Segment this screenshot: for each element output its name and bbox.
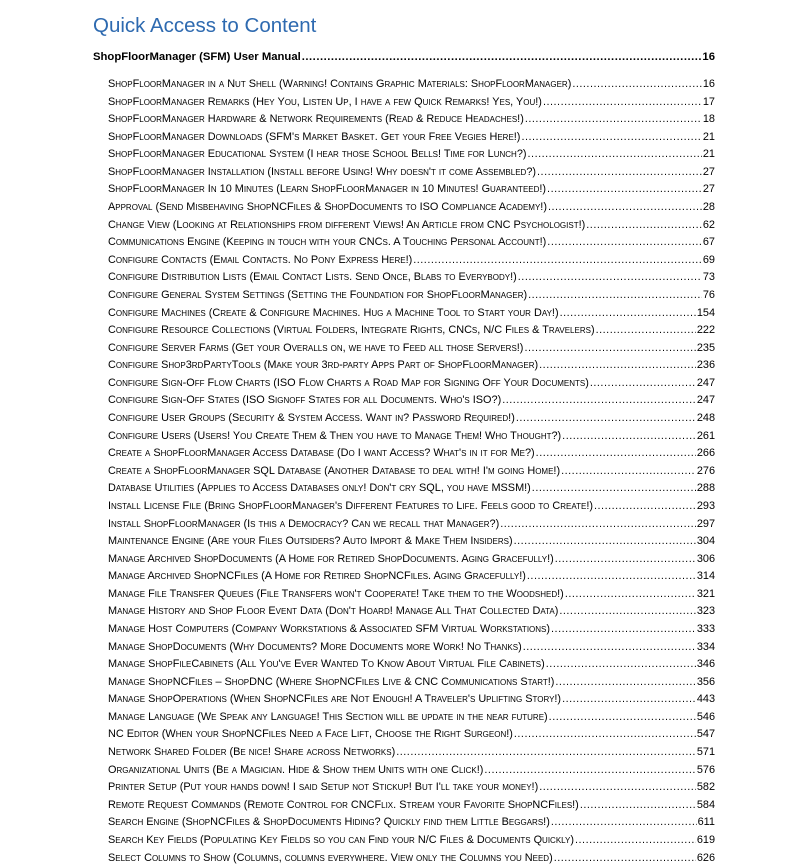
toc-entry[interactable] [108,781,715,793]
toc-entry-title: ShopFloorManager Remarks (Hey You, Listen Up, I have a few Quick Remarks! Yes, You!) [108,95,542,108]
toc-entry-title: Network Shared Folder (Be nice! Share across Networks) [108,746,396,759]
toc-entry[interactable] [108,201,715,213]
toc-entry[interactable] [108,447,715,459]
toc-entry[interactable] [108,553,715,565]
toc-entry[interactable] [108,658,715,670]
toc-entry[interactable] [108,518,715,530]
toc-leader-dots [537,166,702,178]
toc-entry[interactable] [108,96,715,108]
toc-entry[interactable] [108,605,715,617]
toc-page-number: 235 [696,341,715,354]
toc-entry[interactable] [108,148,715,160]
toc-entry[interactable] [108,482,715,494]
toc-leader-dots [572,78,702,90]
toc-entry-title: Configure User Groups (Security & System Access. Want in? Password Required!) [108,412,515,425]
toc-page-number: 69 [702,253,715,266]
toc-leader-dots [500,518,696,530]
toc-page-number: 247 [696,394,715,407]
toc-entry-title: Create a ShopFloorManager Access Database (Do I want Access? What's in it for Me?) [108,447,535,460]
toc-leader-dots [413,254,702,266]
toc-page-number: 346 [696,658,715,671]
toc-page-number: 16 [702,78,715,90]
toc-leader-dots [547,236,702,248]
toc-entry-title: Approval (Send Misbehaving ShopNCFiles & ShopDocuments to ISO Compliance Academy!) [108,201,547,214]
toc-entry-title: Search Key Fields (Populating Key Fields so you can Find your N/C Files & Documents Quickly) [108,833,574,846]
toc-leader-dots [523,641,696,653]
toc-entry-title: Search Engine (ShopNCFiles & ShopDocuments Hiding? Quickly find them Little Beggars!) [108,816,550,829]
toc-entry-main[interactable] [93,51,715,63]
toc-leader-dots [539,359,696,371]
toc-entry[interactable] [108,377,715,389]
toc-entry[interactable] [108,166,715,178]
toc-leader-dots [547,183,702,195]
toc-entry-title: Manage Language (We Speak any Language! This Section will be update in the near future) [108,710,548,723]
toc-entry[interactable] [108,342,715,354]
toc-entry-title: Change View (Looking at Relationships from different Views! An Article from CNC Psychologist!) [108,218,586,231]
toc-page-number: 276 [696,464,715,477]
toc-page-number: 288 [696,482,715,495]
toc-entry[interactable] [108,852,715,864]
toc-entry[interactable] [108,359,715,371]
toc-entry[interactable] [108,500,715,512]
toc-entry-title: Create a ShopFloorManager SQL Database (Another Database to deal with! I'm going Home!) [108,464,561,477]
toc-page-number: 333 [696,622,715,635]
toc-leader-dots [555,676,695,688]
toc-entry[interactable] [108,430,715,442]
toc-entry-title: ShopFloorManager in a Nut Shell (Warning! Contains Graphic Materials: ShopFloorManager) [108,78,572,90]
toc-entry[interactable] [108,307,715,319]
toc-entry-title: Maintenance Engine (Are your Files Outsiders? Auto Import & Make Them Insiders) [108,535,513,548]
toc-entry[interactable] [108,623,715,635]
toc-leader-dots [559,605,695,617]
toc-page-number: 16 [702,51,715,63]
toc-page-number: 356 [696,675,715,688]
toc-entry[interactable] [108,764,715,776]
toc-entry-title: Manage ShopNCFiles – ShopDNC (Where ShopNCFiles Live & CNC Communications Start!) [108,675,555,688]
toc-page-number: 321 [696,587,715,600]
toc-page-number: 547 [696,728,715,741]
toc-leader-dots [302,51,702,63]
toc-leader-dots [521,131,701,143]
toc-entry-title: Select Columns to Show (Columns, columns everywhere. View only the Columns you Need) [108,851,553,864]
toc-entry[interactable] [108,271,715,283]
toc-page-number: 584 [696,798,715,811]
toc-entry[interactable] [108,113,715,125]
toc-entry-title: ShopFloorManager In 10 Minutes (Learn ShopFloorManager in 10 Minutes! Guaranteed!) [108,183,547,196]
toc-entry-title: Communications Engine (Keeping in touch with your CNCs. A Touching Personal Account!) [108,236,547,249]
toc-entry[interactable] [108,588,715,600]
toc-leader-dots [562,430,696,442]
toc-leader-dots [396,746,696,758]
toc-entry[interactable] [108,746,715,758]
toc-page-number: 611 [697,816,715,829]
toc-page-number: 18 [702,113,715,126]
toc-entry-title: Manage History and Shop Floor Event Data (Don't Hoard! Manage All That Collected Data) [108,605,559,618]
toc-entry-title: Configure Distribution Lists (Email Contact Lists. Send Once, Blabs to Everybody!) [108,271,517,284]
toc-page-number: 62 [702,218,715,231]
toc-page-number: 261 [696,429,715,442]
toc-page-number: 443 [696,693,715,706]
toc-leader-dots [527,570,696,582]
toc-leader-dots [586,219,702,231]
toc-page-number: 306 [696,552,715,565]
page-title: Quick Access to Content [93,14,317,37]
toc-entry-title: ShopFloorManager Hardware & Network Requirements (Read & Reduce Headaches!) [108,113,524,126]
toc-entry[interactable] [108,183,715,195]
toc-page-number: 28 [702,201,715,214]
toc-leader-dots [561,465,696,477]
toc-leader-dots [546,658,696,670]
toc-leader-dots [590,377,696,389]
toc-entry[interactable] [108,693,715,705]
toc-page-number: 154 [696,306,715,319]
toc-leader-dots [551,623,696,635]
toc-entry-title: Organizational Units (Be a Magician. Hide & Show them Units with one Click!) [108,763,484,776]
toc-entry-title: Configure Resource Collections (Virtual Folders, Integrate Rights, CNCs, N/C Files & Travelers) [108,324,595,337]
toc-leader-dots [554,852,696,864]
toc-leader-dots [532,482,696,494]
toc-page-number: 266 [696,447,715,460]
toc-leader-dots [524,342,695,354]
toc-entry[interactable] [108,412,715,424]
toc-page-number: 334 [696,640,715,653]
toc-page-number: 293 [696,499,715,512]
toc-page-number: 76 [702,288,715,301]
toc-leader-dots [514,535,696,547]
toc-entry-title: ShopFloorManager Downloads (SFM's Market Basket. Get your Free Vegies Here!) [108,130,521,143]
toc-page-number: 571 [696,746,715,759]
toc-entry-title: Install ShopFloorManager (Is this a Democracy? Can we recall that Manager?) [108,517,500,530]
toc-entry[interactable] [108,465,715,477]
toc-leader-dots [528,148,702,160]
toc-leader-dots [543,96,702,108]
toc-entry-title: Manage ShopFileCabinets (All You've Ever Wanted To Know About Virtual File Cabinets) [108,658,545,671]
toc-leader-dots [596,324,696,336]
toc-page-number: 27 [702,165,715,178]
toc-entry[interactable] [108,78,715,90]
toc-page-number: 27 [702,183,715,196]
toc-entry[interactable] [108,535,715,547]
toc-entry-title: Configure Server Farms (Get your Overalls on, we have to Feed all those Servers!) [108,341,524,354]
toc-page-number: 546 [696,710,715,723]
toc-entry[interactable] [108,834,715,846]
toc-entry-title: ShopFloorManager Educational System (I hear those School Bells! Time for Lunch?) [108,148,527,161]
toc-leader-dots [594,500,696,512]
toc-entry-title: Database Utilities (Applies to Access Databases only! Don't cry SQL, you have MSSM!) [108,482,531,495]
toc-entry-title: Install License File (Bring ShopFloorManager's Different Features to Life. Feels good to Create!) [108,499,593,512]
toc-leader-dots [528,289,702,301]
toc-leader-dots [560,307,696,319]
toc-page-number: 21 [702,148,715,161]
toc-leader-dots [562,693,696,705]
toc-leader-dots [580,799,696,811]
toc-entry-title: Configure Sign-Off Flow Charts (ISO Flow Charts a Road Map for Signing Off Your Documents) [108,376,589,389]
toc-entry-title: Remote Request Commands (Remote Control for CNCFlix. Stream your Favorite ShopNCFiles!) [108,798,579,811]
toc-entry-title: Manage Host Computers (Company Workstations & Associated SFM Virtual Workstations) [108,622,551,635]
toc-leader-dots [555,553,696,565]
toc-leader-dots [516,412,696,424]
toc-leader-dots [518,271,702,283]
toc-entry[interactable] [108,570,715,582]
toc-entry[interactable] [108,728,715,740]
toc-leader-dots [536,447,696,459]
toc-entry[interactable] [108,254,715,266]
toc-page-number: 222 [696,324,715,337]
toc-entry[interactable] [108,289,715,301]
toc-entry-title: ShopFloorManager (SFM) User Manual [93,51,301,63]
toc-page-number: 236 [696,359,715,372]
toc-entry-title: Configure General System Settings (Setting the Foundation for ShopFloorManager) [108,288,528,301]
toc-page-number: 619 [696,833,715,846]
toc-entry[interactable] [108,219,715,231]
toc-entry[interactable] [108,236,715,248]
toc-page-number: 314 [696,570,715,583]
toc-page-number: 21 [702,130,715,143]
toc-entry-title: Manage ShopOperations (When ShopNCFiles are Not Enough! A Traveler's Uplifting Story!) [108,693,562,706]
toc-entry[interactable] [108,394,715,406]
toc-page-number: 582 [696,781,715,794]
toc-entry[interactable] [108,676,715,688]
toc-page-number: 576 [696,763,715,776]
toc-entry-title: Manage File Transfer Queues (File Transfers won't Cooperate! Take them to the Woodshed!) [108,587,564,600]
toc-entry-title: Printer Setup (Put your hands down! I said Setup not Stickup! But I'll take your money!) [108,781,539,794]
toc-page-number: 323 [696,605,715,618]
toc-entry[interactable] [108,799,715,811]
toc-leader-dots [575,834,696,846]
toc-page-number: 304 [696,535,715,548]
toc-page-number: 73 [702,271,715,284]
toc-entry[interactable] [108,131,715,143]
toc-page-number: 247 [696,376,715,389]
toc-entry-title: Configure Contacts (Email Contacts. No Pony Express Here!) [108,253,413,266]
toc-entry-title: Configure Sign-Off States (ISO Signoff States for all Documents. Who's ISO?) [108,394,502,407]
toc-leader-dots [549,711,696,723]
toc-entry-title: NC Editor (When your ShopNCFiles Need a Face Lift, Choose the Right Surgeon!) [108,728,513,741]
toc-entry[interactable] [108,641,715,653]
toc-leader-dots [525,113,702,125]
toc-leader-dots [484,764,695,776]
toc-leader-dots [565,588,696,600]
toc-leader-dots [539,781,696,793]
toc-page-number: 626 [696,851,715,864]
toc-entry-title: Manage Archived ShopDocuments (A Home for Retired ShopDocuments. Aging Gracefully!) [108,552,554,565]
toc-leader-dots [514,728,696,740]
toc-entry-title: Configure Shop3rdPartyTools (Make your 3rd-party Apps Part of ShopFloorManager) [108,359,539,372]
toc-entry-title: Manage ShopDocuments (Why Documents? More Documents more Work! No Thanks) [108,640,522,653]
toc-entry[interactable] [108,816,715,828]
toc-entry-title: Configure Users (Users! You Create Them & Then you have to Manage Them! Who Thought?) [108,429,562,442]
toc-entry[interactable] [108,711,715,723]
toc-entry-title: ShopFloorManager Installation (Install before Using! Why doesn't it come Assembled?) [108,165,537,178]
toc-entry[interactable] [108,324,715,336]
toc-leader-dots [548,201,702,213]
toc-page-number: 297 [696,517,715,530]
toc-page-number: 17 [702,95,715,108]
toc-entry-title: Manage Archived ShopNCFiles (A Home for Retired ShopNCFiles. Aging Gracefully!) [108,570,526,583]
toc-leader-dots [551,816,697,828]
toc-entry-title: Configure Machines (Create & Configure Machines. Hug a Machine Tool to Start your Day!) [108,306,559,319]
toc-leader-dots [502,394,696,406]
toc-page-number: 248 [696,412,715,425]
toc-page-number: 67 [702,236,715,249]
